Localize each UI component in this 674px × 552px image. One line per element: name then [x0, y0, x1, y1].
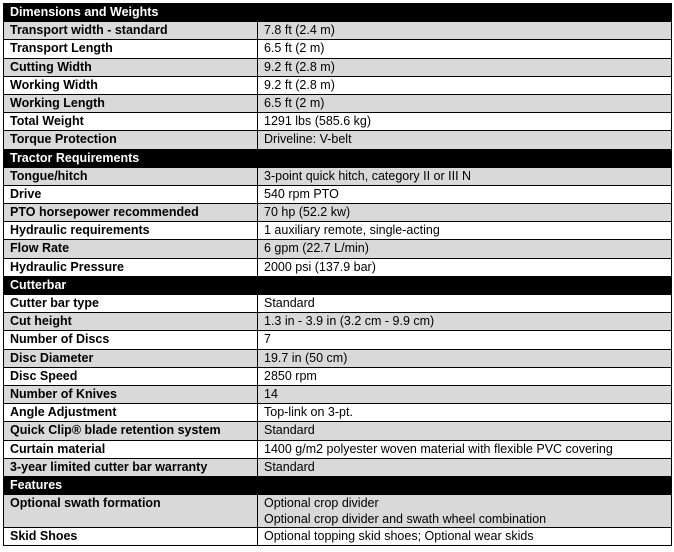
section-header-row	[4, 476, 672, 494]
section-header-row	[4, 276, 672, 294]
spec-value	[258, 385, 672, 403]
spec-table	[3, 3, 672, 546]
spec-value-line: Driveline: V-belt	[264, 132, 352, 147]
spec-value	[258, 58, 672, 76]
spec-value-line: 19.7 in (50 cm)	[264, 350, 348, 365]
section-title: Dimensions and Weights	[4, 4, 258, 22]
table-row	[4, 440, 672, 458]
section-title-value	[258, 476, 672, 494]
spec-value	[258, 404, 672, 422]
spec-label: 3-year limited cutter bar warranty	[4, 458, 258, 476]
table-row	[4, 258, 672, 276]
table-row	[4, 313, 672, 331]
spec-label: Working Width	[4, 76, 258, 94]
spec-value-line: 6 gpm (22.7 L/min)	[264, 241, 369, 256]
table-row	[4, 94, 672, 112]
spec-value	[258, 22, 672, 40]
table-row	[4, 404, 672, 422]
spec-value-line: Top-link on 3-pt.	[264, 405, 353, 420]
spec-label: Working Length	[4, 94, 258, 112]
spec-label: Transport width - standard	[4, 22, 258, 40]
section-title-value	[258, 276, 672, 294]
section-title: Tractor Requirements	[4, 149, 258, 167]
table-row	[4, 295, 672, 313]
spec-value	[258, 495, 672, 528]
spec-label: Number of Discs	[4, 331, 258, 349]
section-header-row	[4, 4, 672, 22]
spec-value-line: 3-point quick hitch, category II or III N	[264, 168, 472, 183]
spec-label: Angle Adjustment	[4, 404, 258, 422]
spec-value-line: 1291 lbs (585.6 kg)	[264, 114, 372, 129]
spec-value	[258, 204, 672, 222]
spec-value-line: Optional crop divider	[264, 496, 379, 511]
spec-label: Hydraulic Pressure	[4, 258, 258, 276]
spec-value	[258, 40, 672, 58]
spec-value-line: 1.3 in - 3.9 in (3.2 cm - 9.9 cm)	[264, 314, 435, 329]
spec-value-line: Optional topping skid shoes; Optional wear skids	[264, 529, 534, 544]
section-title-value	[258, 4, 672, 22]
table-row	[4, 495, 672, 528]
table-row	[4, 22, 672, 40]
table-row	[4, 76, 672, 94]
table-row	[4, 131, 672, 149]
spec-label: PTO horsepower recommended	[4, 204, 258, 222]
table-row	[4, 528, 672, 546]
table-row	[4, 385, 672, 403]
spec-label: Drive	[4, 185, 258, 203]
spec-label: Cutter bar type	[4, 295, 258, 313]
table-row	[4, 349, 672, 367]
spec-value	[258, 331, 672, 349]
spec-value	[258, 167, 672, 185]
spec-value-line: 7	[264, 332, 271, 347]
spec-value-line: 9.2 ft (2.8 m)	[264, 77, 335, 92]
table-row	[4, 331, 672, 349]
spec-value	[258, 349, 672, 367]
section-title: Cutterbar	[4, 276, 258, 294]
table-row	[4, 167, 672, 185]
spec-value	[258, 131, 672, 149]
table-row	[4, 40, 672, 58]
spec-label: Flow Rate	[4, 240, 258, 258]
spec-label: Total Weight	[4, 113, 258, 131]
spec-value-line: Standard	[264, 423, 315, 438]
section-title-value	[258, 149, 672, 167]
spec-value-line: 2850 rpm	[264, 368, 317, 383]
spec-value	[258, 185, 672, 203]
table-row	[4, 113, 672, 131]
spec-value-line: Standard	[264, 459, 315, 474]
spec-value	[258, 94, 672, 112]
spec-value-line: 1 auxiliary remote, single-acting	[264, 223, 440, 238]
table-row	[4, 367, 672, 385]
table-row	[4, 58, 672, 76]
spec-label: Number of Knives	[4, 385, 258, 403]
spec-label: Optional swath formation	[4, 495, 258, 528]
spec-value	[258, 222, 672, 240]
table-row	[4, 204, 672, 222]
spec-value	[258, 258, 672, 276]
spec-value-line: 540 rpm PTO	[264, 186, 339, 201]
spec-value	[258, 458, 672, 476]
spec-table-body	[4, 4, 672, 546]
spec-label: Disc Speed	[4, 367, 258, 385]
table-row	[4, 222, 672, 240]
section-title: Features	[4, 476, 258, 494]
table-row	[4, 240, 672, 258]
spec-value	[258, 76, 672, 94]
spec-value	[258, 113, 672, 131]
spec-value-line: Standard	[264, 296, 315, 310]
spec-value-line: 70 hp (52.2 kw)	[264, 205, 351, 220]
spec-value-line: 14	[264, 386, 278, 401]
spec-value	[258, 313, 672, 331]
spec-value	[258, 367, 672, 385]
spec-label: Quick Clip® blade retention system	[4, 422, 258, 440]
spec-label: Torque Protection	[4, 131, 258, 149]
spec-value	[258, 440, 672, 458]
spec-value	[258, 295, 672, 313]
spec-value	[258, 422, 672, 440]
spec-value-line: 6.5 ft (2 m)	[264, 41, 325, 56]
spec-label: Transport Length	[4, 40, 258, 58]
table-row	[4, 422, 672, 440]
spec-value-line: 2000 psi (137.9 bar)	[264, 259, 376, 274]
spec-value-line: 6.5 ft (2 m)	[264, 95, 325, 110]
spec-value	[258, 240, 672, 258]
spec-label: Disc Diameter	[4, 349, 258, 367]
spec-label: Cut height	[4, 313, 258, 331]
spec-label: Cutting Width	[4, 58, 258, 76]
table-row	[4, 185, 672, 203]
spec-value-line: 1400 g/m2 polyester woven material with flexible PVC covering	[264, 441, 613, 456]
table-row	[4, 458, 672, 476]
spec-label: Curtain material	[4, 440, 258, 458]
spec-value-line: 9.2 ft (2.8 m)	[264, 59, 335, 74]
spec-label: Tongue/hitch	[4, 167, 258, 185]
spec-value	[258, 528, 672, 546]
section-header-row	[4, 149, 672, 167]
spec-value-line: 7.8 ft (2.4 m)	[264, 23, 335, 38]
spec-label: Hydraulic requirements	[4, 222, 258, 240]
spec-value-line: Optional crop divider and swath wheel combination	[264, 512, 547, 527]
spec-label: Skid Shoes	[4, 528, 258, 546]
